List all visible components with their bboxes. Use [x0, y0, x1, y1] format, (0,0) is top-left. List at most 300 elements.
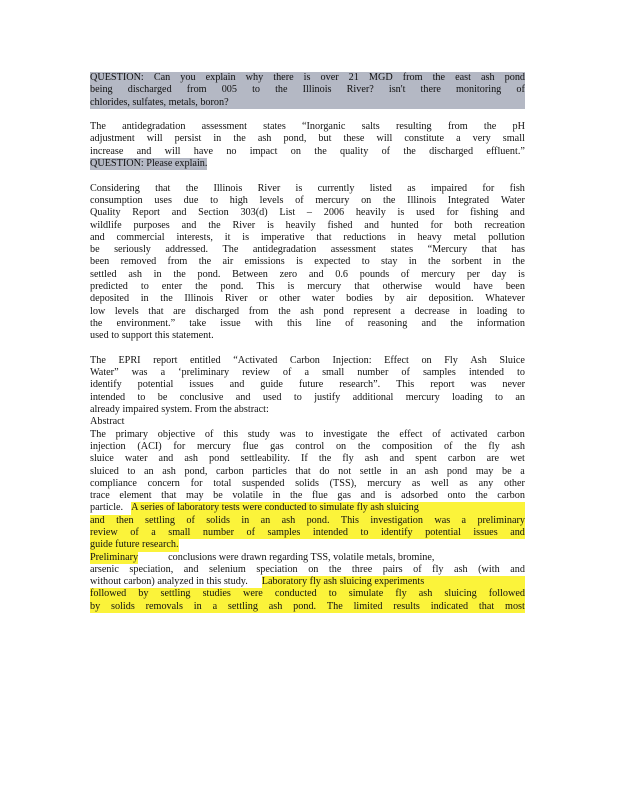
word: from — [447, 121, 468, 133]
word: samples — [267, 526, 301, 538]
text-line-mixed — [90, 552, 525, 564]
word: these — [343, 133, 365, 145]
word: not — [338, 465, 352, 477]
word: Water — [500, 194, 525, 206]
word: zero — [279, 268, 298, 280]
word: to — [516, 305, 525, 317]
word: for — [446, 207, 459, 219]
line-text — [90, 133, 525, 145]
line-text — [90, 256, 525, 268]
word: the — [278, 305, 291, 317]
word: review — [242, 367, 270, 379]
word: will — [376, 133, 393, 145]
word: discharged — [127, 84, 172, 96]
word: to — [140, 281, 149, 293]
text-line-mixed — [90, 576, 525, 588]
word: water — [311, 293, 335, 305]
word: that — [354, 281, 370, 293]
word: review — [90, 526, 118, 538]
word: the — [90, 317, 103, 329]
word: was — [279, 428, 296, 440]
word: states — [263, 121, 286, 133]
word: ash — [454, 563, 468, 575]
word: fishing — [470, 207, 499, 219]
word: due — [183, 194, 199, 206]
word: conducted — [274, 588, 317, 600]
word: EPRI — [118, 354, 141, 366]
line-text — [90, 146, 525, 158]
word: QUESTION: — [90, 72, 144, 83]
word: total — [213, 477, 232, 489]
word: objective — [157, 428, 196, 440]
word: expected — [314, 256, 351, 268]
word: of — [186, 514, 195, 526]
word: for — [190, 477, 203, 489]
highlighted-text: Preliminary — [90, 551, 139, 563]
word: sluiced — [90, 465, 119, 477]
text-line — [90, 404, 525, 416]
word: an — [406, 465, 417, 477]
text-line — [90, 490, 525, 502]
word: potential — [425, 526, 461, 538]
highlighted-line — [90, 527, 525, 539]
word: fly — [432, 563, 444, 575]
word: research”. — [339, 379, 381, 391]
word: water — [124, 453, 148, 465]
word: the — [382, 194, 396, 206]
word: fished — [327, 219, 353, 231]
word: loading — [476, 305, 508, 317]
word: the — [428, 256, 441, 268]
word: fly — [395, 588, 407, 600]
word: in — [241, 514, 250, 526]
word: and — [229, 379, 245, 391]
word: intended — [90, 391, 126, 403]
text-line — [90, 121, 525, 133]
word: metal — [453, 231, 477, 243]
text-line — [90, 478, 525, 490]
word: Water” — [90, 367, 119, 379]
word: mercury — [405, 391, 440, 403]
word: The — [90, 354, 106, 366]
word: of — [401, 367, 410, 379]
word: on — [421, 354, 432, 366]
word: is — [303, 72, 311, 83]
word: pH — [512, 121, 525, 133]
word: speciation, — [129, 563, 174, 575]
line-text — [90, 195, 525, 207]
word: settleability. — [240, 453, 290, 465]
word: Integrated — [447, 194, 490, 206]
word: number — [202, 526, 235, 538]
word: and — [389, 453, 405, 465]
word: 2006 — [323, 207, 345, 219]
word: report — [153, 354, 178, 366]
word: small — [322, 367, 345, 379]
word: day — [491, 268, 507, 280]
word: issues — [189, 379, 214, 391]
word: pond — [323, 305, 344, 317]
word: was — [131, 367, 148, 379]
word: solids — [295, 477, 319, 489]
word: small — [168, 526, 191, 538]
word: air — [406, 293, 417, 305]
word: The — [90, 121, 106, 133]
word: to — [137, 391, 146, 403]
text-line — [90, 355, 525, 367]
word: both — [454, 219, 473, 231]
word: the — [403, 145, 416, 157]
word: flue — [242, 440, 259, 452]
word: by — [384, 293, 395, 305]
word: and — [308, 268, 324, 280]
word: that — [478, 600, 495, 612]
word: take — [189, 317, 207, 329]
word: the — [198, 256, 212, 268]
text-line — [90, 97, 525, 109]
word: a — [304, 367, 310, 379]
word: on — [335, 440, 347, 452]
word: ash — [511, 440, 525, 452]
word: River? — [346, 84, 374, 96]
word: removed — [120, 256, 157, 268]
word: issues — [473, 526, 498, 538]
word: and — [421, 317, 437, 329]
word: resulting — [395, 121, 432, 133]
text-line — [90, 146, 525, 158]
document-page — [90, 72, 525, 613]
word: heavily — [285, 219, 316, 231]
word: assessment — [201, 121, 247, 133]
line-text — [90, 588, 525, 600]
word: pond — [446, 465, 468, 477]
text-line — [90, 429, 525, 441]
text-line — [90, 207, 525, 219]
word: discharged — [195, 305, 240, 317]
word: has — [511, 244, 525, 256]
line-text — [90, 207, 525, 219]
word: low — [90, 305, 106, 317]
word: it — [224, 231, 231, 243]
word: do — [319, 465, 330, 477]
word: to — [361, 256, 370, 268]
word: a — [212, 600, 218, 612]
word: compliance — [90, 477, 137, 489]
word: River — [257, 182, 281, 194]
word: wildlife — [90, 219, 122, 231]
word: ash — [424, 465, 439, 477]
line-text — [90, 318, 525, 330]
text-line — [90, 466, 525, 478]
word: heavily — [355, 207, 386, 219]
word: activated — [450, 428, 488, 440]
word: the — [314, 145, 327, 157]
word: and — [510, 207, 525, 219]
word: in — [140, 293, 149, 305]
word: for — [430, 219, 443, 231]
word: and — [158, 453, 174, 465]
line-text — [90, 355, 525, 367]
line-text — [90, 220, 525, 232]
highlighted-line — [90, 539, 525, 551]
word: (TSS), — [329, 477, 357, 489]
word: explain — [205, 72, 236, 83]
word: for — [173, 440, 186, 452]
highlighted-text: Laboratory fly ash sluicing experiments — [262, 576, 525, 588]
text-line — [90, 564, 525, 576]
word: would — [435, 281, 461, 293]
word: reasoning — [367, 317, 408, 329]
word: ‘preliminary — [178, 367, 230, 379]
word: particles — [252, 465, 287, 477]
paragraph-preliminary-conclusions — [90, 552, 525, 613]
word: This — [396, 379, 415, 391]
word: high — [229, 194, 248, 206]
word: ash — [480, 72, 495, 83]
word: antidegradation — [122, 121, 186, 133]
word: an — [260, 514, 271, 526]
word: fly — [342, 453, 354, 465]
highlighted-line — [90, 588, 525, 600]
word: the — [233, 133, 246, 145]
word: settling — [227, 600, 258, 612]
word: and — [510, 563, 525, 575]
word: investigation — [370, 514, 423, 526]
word: from — [248, 305, 269, 317]
word: being — [90, 84, 113, 96]
word: and — [90, 514, 105, 526]
word: future — [298, 379, 324, 391]
word: is — [287, 281, 295, 293]
word: number — [357, 367, 389, 379]
word: an — [515, 391, 525, 403]
word: is — [242, 231, 250, 243]
word: If — [300, 453, 308, 465]
word: the — [450, 317, 463, 329]
word: Considering — [90, 182, 140, 194]
word: impaired — [430, 182, 468, 194]
word: been — [90, 256, 110, 268]
word: salts — [361, 121, 380, 133]
word: to — [305, 428, 314, 440]
word: control — [295, 440, 325, 452]
word: of — [204, 428, 214, 440]
word: or — [259, 293, 268, 305]
word: the — [464, 440, 477, 452]
word: the — [475, 490, 488, 502]
word: volatile — [232, 490, 263, 502]
word: of — [282, 367, 292, 379]
line-text — [90, 490, 525, 502]
line-text — [90, 601, 525, 613]
word: in — [493, 256, 502, 268]
word: in — [272, 490, 281, 502]
word: 303(d) — [240, 207, 268, 219]
question-ash-pond-discharge — [90, 72, 525, 109]
word: Illinois — [407, 194, 437, 206]
question-please-explain — [90, 158, 525, 170]
word: very — [472, 133, 491, 145]
word: Between — [232, 268, 268, 280]
word: and — [235, 391, 251, 403]
word: never — [502, 379, 525, 391]
word: primary — [115, 428, 148, 440]
word: in — [193, 600, 202, 612]
word: is — [518, 268, 525, 280]
word: imperative — [260, 231, 305, 243]
word: have — [473, 281, 493, 293]
word: solids — [111, 600, 135, 612]
word: represent — [353, 305, 391, 317]
word: sluicing — [444, 588, 477, 600]
word: settle — [359, 465, 382, 477]
word: 0.6 — [335, 268, 349, 280]
word: by — [90, 600, 101, 612]
word: studies — [202, 588, 231, 600]
word: the — [357, 440, 371, 452]
word: that — [295, 465, 311, 477]
word: carbon — [497, 428, 525, 440]
text-line-mixed — [90, 502, 525, 514]
word: of — [345, 317, 354, 329]
word: River — [232, 219, 256, 231]
word: and — [364, 219, 380, 231]
word: Injection: — [332, 354, 372, 366]
word: adsorbed — [401, 490, 438, 502]
word: of — [516, 84, 525, 96]
word: over — [320, 72, 339, 83]
word: report — [430, 379, 455, 391]
word: Illinois — [302, 84, 332, 96]
word: listed — [369, 182, 392, 194]
text-line — [90, 220, 525, 232]
word: The — [222, 244, 239, 256]
paragraph-abstract — [90, 429, 525, 552]
word: emissions — [244, 256, 285, 268]
heading-text: Abstract — [90, 416, 125, 428]
word: ash — [184, 453, 198, 465]
word: Can — [153, 72, 171, 83]
word: “Activated — [233, 354, 278, 366]
word: levels — [259, 194, 284, 206]
word: heavy — [417, 231, 442, 243]
word: identify — [90, 379, 122, 391]
word: any — [478, 477, 494, 489]
word: pairs — [382, 563, 403, 575]
word: sorbent — [451, 256, 482, 268]
word: loading — [452, 391, 483, 403]
word: to — [517, 367, 525, 379]
word: the — [432, 72, 446, 83]
word: pollution — [488, 231, 525, 243]
word: fly — [488, 440, 500, 452]
word: in — [389, 465, 398, 477]
word: may — [475, 465, 494, 477]
word: uses — [154, 194, 172, 206]
word: of — [246, 526, 256, 538]
word: Illinois — [213, 182, 243, 194]
word: element — [119, 490, 152, 502]
word: ash — [281, 514, 296, 526]
word: small — [502, 133, 525, 145]
word: the — [173, 268, 186, 280]
word: of — [400, 268, 410, 280]
word: speciation — [256, 563, 298, 575]
text-line — [90, 379, 525, 391]
word: selenium — [209, 563, 246, 575]
abstract-heading — [90, 416, 525, 428]
word: a — [151, 526, 156, 538]
word: interests, — [176, 231, 213, 243]
word: may — [186, 490, 204, 502]
line-text — [90, 121, 525, 133]
word: to — [495, 391, 503, 403]
word: gas — [270, 440, 284, 452]
line-text — [90, 232, 525, 244]
word: to — [293, 391, 302, 403]
word: why — [245, 72, 264, 83]
word: from — [402, 72, 423, 83]
word: fish — [509, 182, 525, 194]
word: of — [381, 145, 391, 157]
word: Effect — [384, 354, 409, 366]
word: ash — [300, 305, 314, 317]
text-line — [90, 318, 525, 330]
word: flue — [311, 490, 328, 502]
word: in — [397, 231, 406, 243]
word: assessment — [330, 244, 376, 256]
word: adjustment — [90, 133, 135, 145]
word: deposited — [90, 293, 130, 305]
line-text — [90, 453, 525, 465]
word: pond. — [293, 600, 317, 612]
word: isn't — [388, 84, 406, 96]
word: suspended — [242, 477, 285, 489]
line-text — [90, 293, 525, 305]
word: be — [90, 244, 100, 256]
word: the — [328, 563, 342, 575]
word: samples — [422, 367, 456, 379]
word: carbon — [447, 453, 476, 465]
paragraph-considering — [90, 183, 525, 343]
word: intended — [468, 367, 504, 379]
word: effluent.” — [486, 145, 525, 157]
word: have — [193, 145, 214, 157]
word: identify — [380, 526, 413, 538]
word: settling — [160, 588, 191, 600]
word: and — [360, 490, 376, 502]
word: is — [267, 219, 274, 231]
word: Quality — [90, 207, 121, 219]
word: monitoring — [455, 84, 502, 96]
word: is — [384, 490, 392, 502]
word: wet — [510, 453, 525, 465]
word: This — [340, 514, 359, 526]
word: is — [397, 207, 405, 219]
text-line — [90, 84, 525, 96]
word: a — [461, 514, 467, 526]
text-line — [90, 306, 525, 318]
word: hunted — [390, 219, 419, 231]
word: potential — [137, 379, 174, 391]
word: the — [195, 281, 208, 293]
word: of — [130, 526, 139, 538]
word: was — [434, 514, 451, 526]
line-text: conclusions were drawn regarding TSS, volatile metals, bromine, — [168, 551, 435, 563]
word: the — [318, 453, 332, 465]
word: predicted — [90, 281, 128, 293]
text-line — [90, 195, 525, 207]
